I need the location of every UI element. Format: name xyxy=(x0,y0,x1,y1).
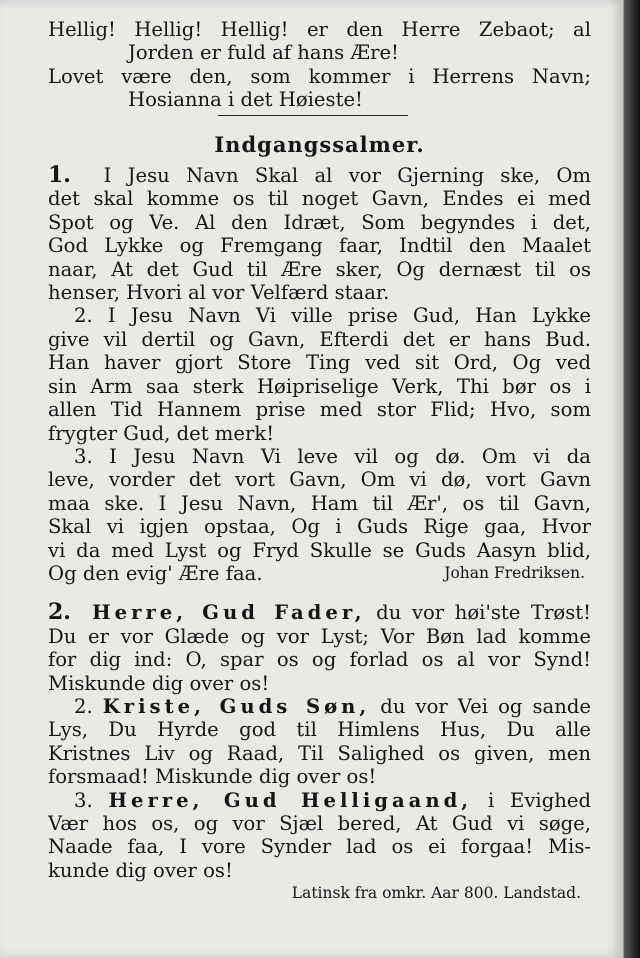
hymn2-verse3-line: Vær hos os, og vor Sjæl bered, At Gud vi søge, xyxy=(48,812,591,835)
hymn1-verse1-line: God Lykke og Fremgang faar, Indtil den Maalet xyxy=(48,234,591,258)
hymn2-verse2-spaced: Kriste, Guds Søn, xyxy=(102,694,371,718)
hymn2-verse2-first-line xyxy=(48,695,591,718)
hymn1-verse1-line: henser, Hvori al vor Velfærd staar. xyxy=(48,281,390,305)
book-edge-shadow xyxy=(624,0,640,958)
hymn2-verse2-line: forsmaad! Miskunde dig over os! xyxy=(48,765,377,789)
hymn2-verse2-line: Kristnes Liv og Raad, Til Salighed os given, men xyxy=(48,741,591,765)
hymn2-source-credit: Latinsk fra omkr. Aar 800. Landstad. xyxy=(291,884,581,903)
hymn2-number: 2. xyxy=(48,599,71,626)
hymn1-author-credit: Johan Fredriksen. xyxy=(444,563,585,582)
hymn2-verse3-rest: i Evighed xyxy=(472,788,591,812)
hymn2-verse1-line: Du er vor Glæde og vor Lyst; Vor Bøn lad komme xyxy=(48,624,591,648)
hymn2-verse3-line: Naade faa, I vore Synder lad os ei forgaa! Mis- xyxy=(48,835,591,859)
intro-line-1: Hellig! Hellig! Hellig! er den Herre Zebaot; al xyxy=(48,18,591,41)
hymn1-number: 1. xyxy=(48,162,71,189)
hymn2-verse2-number: 2. xyxy=(74,694,93,718)
intro-line-4: Hosianna i det Høieste! xyxy=(128,88,363,112)
hymn1-verse1-line: Spot og Ve. Al den Idræt, Som begyndes i det, xyxy=(48,210,591,234)
hymn1-verse3-last: Og den evig' Ære faa. xyxy=(48,561,263,585)
hymn1-verse3-line: 3. I Jesu Navn Vi leve vil og dø. Om vi da xyxy=(74,444,591,468)
hymn1-verse2-line: allen Tid Hannem prise med stor Flid; Hvo, som xyxy=(48,398,591,422)
hymn1-verse3-line: vi da med Lyst og Fryd Skulle se Guds Aasyn blid, xyxy=(48,538,591,562)
hymn1-verse2-line: frygter Gud, det merk! xyxy=(48,421,275,445)
hymn1-first-line: I Jesu Navn Skal al vor Gjerning ske, Om xyxy=(103,164,591,188)
intro-line-3: Lovet være den, som kommer i Herrens Navn; xyxy=(48,64,591,88)
hymn1-last-line xyxy=(48,562,591,585)
hymn2-verse1-spaced: Herre, Gud Fader, xyxy=(92,601,366,625)
section-title: Indgangssalmer. xyxy=(214,131,425,157)
hymn2-verse2-line: Lys, Du Hyrde god til Himlens Hus, Du alle xyxy=(48,718,591,742)
hymn1-verse1-line: naar, At det Gud til Ære sker, Og dernæst til os xyxy=(48,257,591,281)
hymn1-verse3-line: maa ske. I Jesu Navn, Ham til Ær', os til Gavn, xyxy=(48,491,591,515)
hymn2-verse1-line: for dig ind: O, spar os og forlad os al vor Synd! xyxy=(48,648,591,672)
hymn1-verse3-line: leve, vorder det vort Gavn, Om vi dø, vort Gavn xyxy=(48,468,591,492)
hymn1-verse2-line: Han haver gjort Store Ting ved sit Ord, Og ved xyxy=(48,351,591,375)
hymn1-verse1-line xyxy=(48,164,591,187)
hymn2-verse1-rest: du vor høi'ste Trøst! xyxy=(365,601,591,625)
hymn2-verse3-line: kunde dig over os! xyxy=(48,858,233,882)
divider-rule xyxy=(218,115,408,116)
hymn2-verse3-number: 3. xyxy=(74,788,93,812)
hymn1-verse2-line: 2. I Jesu Navn Vi ville prise Gud, Han Lykke xyxy=(74,304,591,328)
hymn1-verse3-line: Skal vi igjen opstaa, Og i Guds Rige gaa, Hvor xyxy=(48,515,591,539)
hymn2-verse2-rest: du vor Vei og sande xyxy=(370,694,591,718)
hymn2-verse1-first-line xyxy=(48,601,591,624)
hymn2-verse1-line: Miskunde dig over os! xyxy=(48,671,270,695)
intro-line-2: Jorden er fuld af hans Ære! xyxy=(128,41,399,65)
spacer xyxy=(48,585,591,601)
hymn1-verse2-line: sin Arm saa sterk Høipriselige Verk, Thi bør os i xyxy=(48,374,591,398)
hymn2-verse3-spaced: Herre, Gud Helligaand, xyxy=(108,788,473,812)
hymn1-verse2-line: give vil dertil og Gavn, Efterdi det er hans Bud. xyxy=(48,327,591,351)
hymn2-verse3-first-line xyxy=(48,789,591,812)
hymn1-verse1-line: det skal komme os til noget Gavn, Endes ei med xyxy=(48,187,591,211)
